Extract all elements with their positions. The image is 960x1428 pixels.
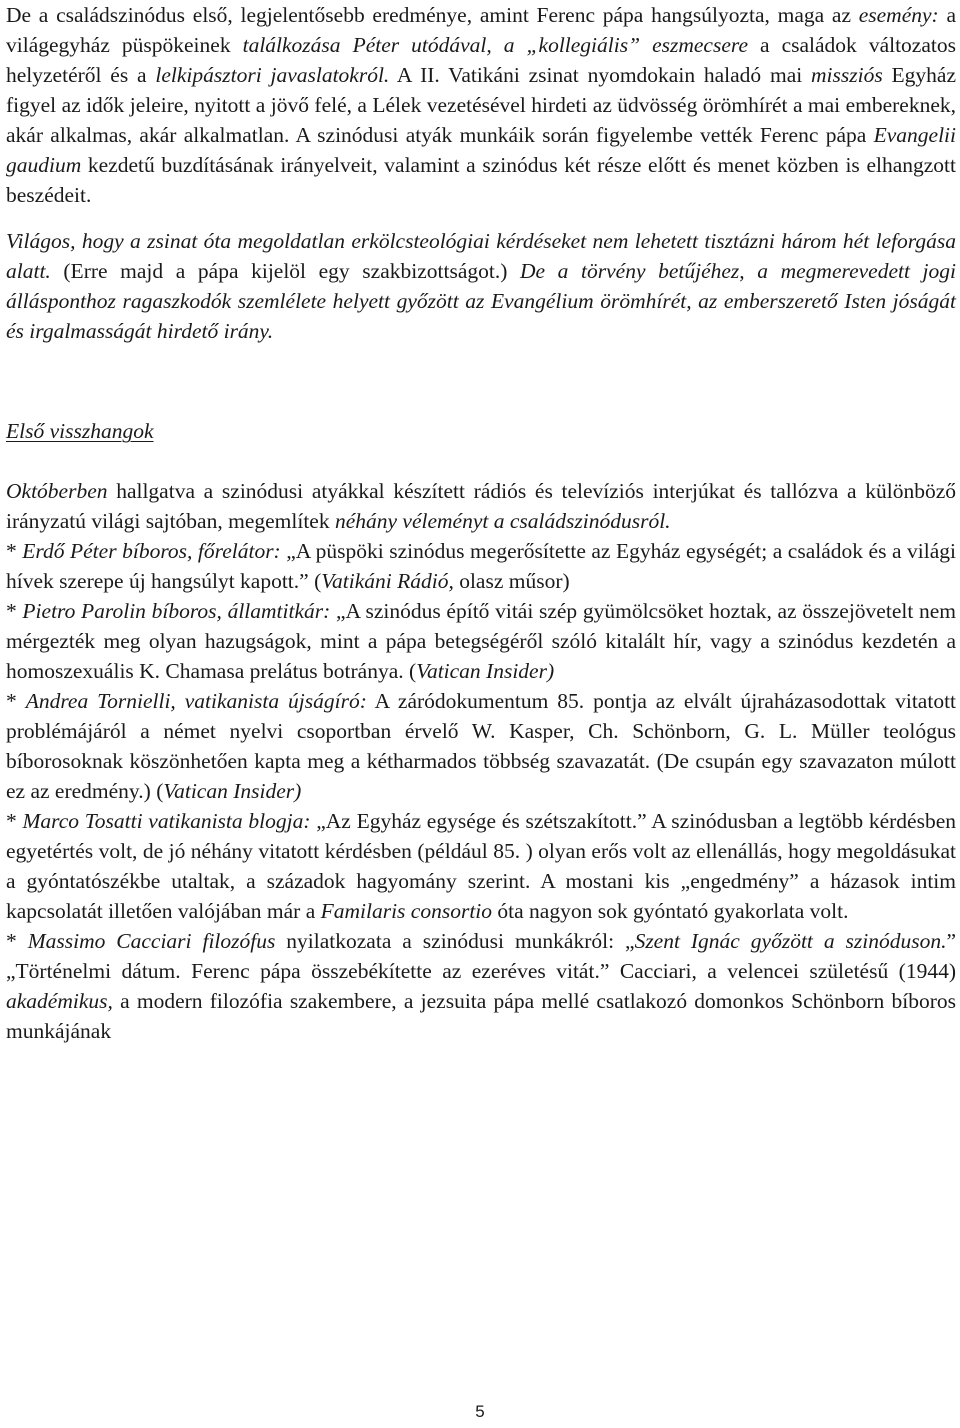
text: óta nagyon sok gyóntató gyakorlata volt. [492,899,849,923]
opinion-entry-tornielli [6,686,956,806]
paragraph-moral-questions [6,226,956,346]
italic-text: esemény: [858,3,939,27]
italic-text: Októberben [6,479,108,503]
italic-text: néhány véleményt a családszinódusról. [334,509,671,533]
bullet-star: * [6,929,28,953]
speaker-name: Marco Tosatti vatikanista blogja: [22,809,311,833]
text: ) olyan erős volt az ellenállás, hogy megoldásukat a gyóntatószékbe utaltak, a századok hagyomány szerint. A mostani kis „engedmény” a házasok intim kapcsolatát illetően valójában már a [6,839,957,923]
quote-text: A záródokumentum 85. pontja az elvált újraházasodottak vitatott problémájáról a német nyelvi csoportban érvelő W. Kasper, Ch. Schönborn, G. L. Müller teológus bíborosoknak köszönhetően kapta meg a kétharmados többség szavazatát. (De csupán egy szavazaton múlott ez az eredmény.) ( [6,689,957,803]
text: De a családszinódus első, legjelentősebb eredménye, amint Ferenc pápa hangsúlyozta, maga az [6,3,859,27]
text: A II. Vatikáni zsinat nyomdokain haladó mai [389,63,812,87]
text: hallgatva a szinódusi atyákkal készített rádiós és televíziós interjúkat és tallózva a különböző irányzatú világi sajtóban, megemlítek [6,479,956,533]
bullet-star: * [6,599,23,623]
italic-text: akadémikus, [6,989,113,1013]
quote-text: „A szinódus építő vitái szép gyümölcsöket hoztak, az összejövetelt nem mérgezték meg olyan hazugságok, mint a pápa betegségéről szóló kitalált hír, vagy a szinódus kezdetén a homoszexuális K. Chamasa prelátus botránya. ( [6,599,956,683]
paragraph-intro [6,476,956,536]
opinion-entry-parolin [6,596,956,686]
quote-text: „A püspöki szinódus megerősítette az Egyház egységét; a családok és a világi hívek szerepe új hangsúlyt kapott.” ( [6,539,956,593]
source-name: Vatikáni Rádió, [321,569,454,593]
section-heading: Első visszhangok [6,419,154,443]
opinion-entry-tosatti [6,806,956,926]
italic-text: találkozása Péter utódával, a „kollegiális” eszmecsere [242,33,748,57]
text: a családok változatos helyzetéről és a [6,33,956,87]
text: kezdetű buzdításának irányelveit, valamint a szinódus két része előtt és menet közben is elhangzott beszédeit. [6,153,956,207]
opinion-entry-cacciari [6,926,956,1046]
italic-text: Világos, hogy a zsinat óta megoldatlan erkölcsteológiai kérdéseket nem lehetett tisztázni három hét leforgása alatt. [6,229,956,283]
bullet-star: * [6,689,26,713]
italic-text: missziós [811,63,883,87]
text: olasz műsor) [453,569,570,593]
text: a világegyház püspökeinek [6,3,956,57]
text: nyilatkozata a szinódusi munkákról: „ [275,929,635,953]
italic-text: Szent Ignác győzött a szinóduson. [634,929,947,953]
page-number: 5 [475,1402,485,1421]
speaker-name: Erdő Péter bíboros, főrelátor: [22,539,281,563]
speaker-name: Andrea Tornielli, vatikanista újságíró: [25,689,367,713]
text: a modern filozófia szakembere, a jezsuita pápa mellé csatlakozó domonkos Schönborn bíboros munkájának [6,989,956,1043]
quote-text: „Az Egyház egysége és szétszakított.” A szinódusban a legtöbb kérdésben egyetértés volt, de jó néhány vitatott kérdésben (például 85. [6,809,956,863]
source-name: Vatican Insider) [416,659,555,683]
text: ” „Történelmi dátum. Ferenc pápa összebékítette az ezeréves vitát.” Cacciari, a velencei születésű (1944) [6,929,957,983]
opinion-entry-erdo [6,536,956,596]
bullet-star: * [6,539,23,563]
speaker-name: Massimo Cacciari filozófus [27,929,276,953]
italic-text: Familaris consortio [320,899,493,923]
paragraph-synod-results [6,0,956,210]
italic-text: lelkipásztori javaslatokról. [155,63,390,87]
italic-text: Evangelii gaudium [6,123,956,177]
text: Egyház figyel az idők jeleire, nyitott a jövő felé, a Lélek vezetésével hirdeti az üdvösség örömhírét a mai embereknek, akár alkalmas, akár alkalmatlan. A szinódusi atyák munkáik során figyelembe vették Ferenc pápa [6,63,957,147]
source-name: Vatican Insider) [163,779,302,803]
bullet-star: * [6,809,23,833]
text: (Erre majd a pápa kijelöl egy szakbizottságot.) [50,259,520,283]
document-page [6,0,956,1046]
speaker-name: Pietro Parolin bíboros, államtitkár: [22,599,331,623]
italic-text: De a törvény betűjéhez, a megmerevedett jogi állásponthoz ragaszkodók szemlélete helyett győzött az Evangélium örömhírét, az emberszerető Isten jóságát és irgalmasságát hirdető irány. [6,259,956,343]
